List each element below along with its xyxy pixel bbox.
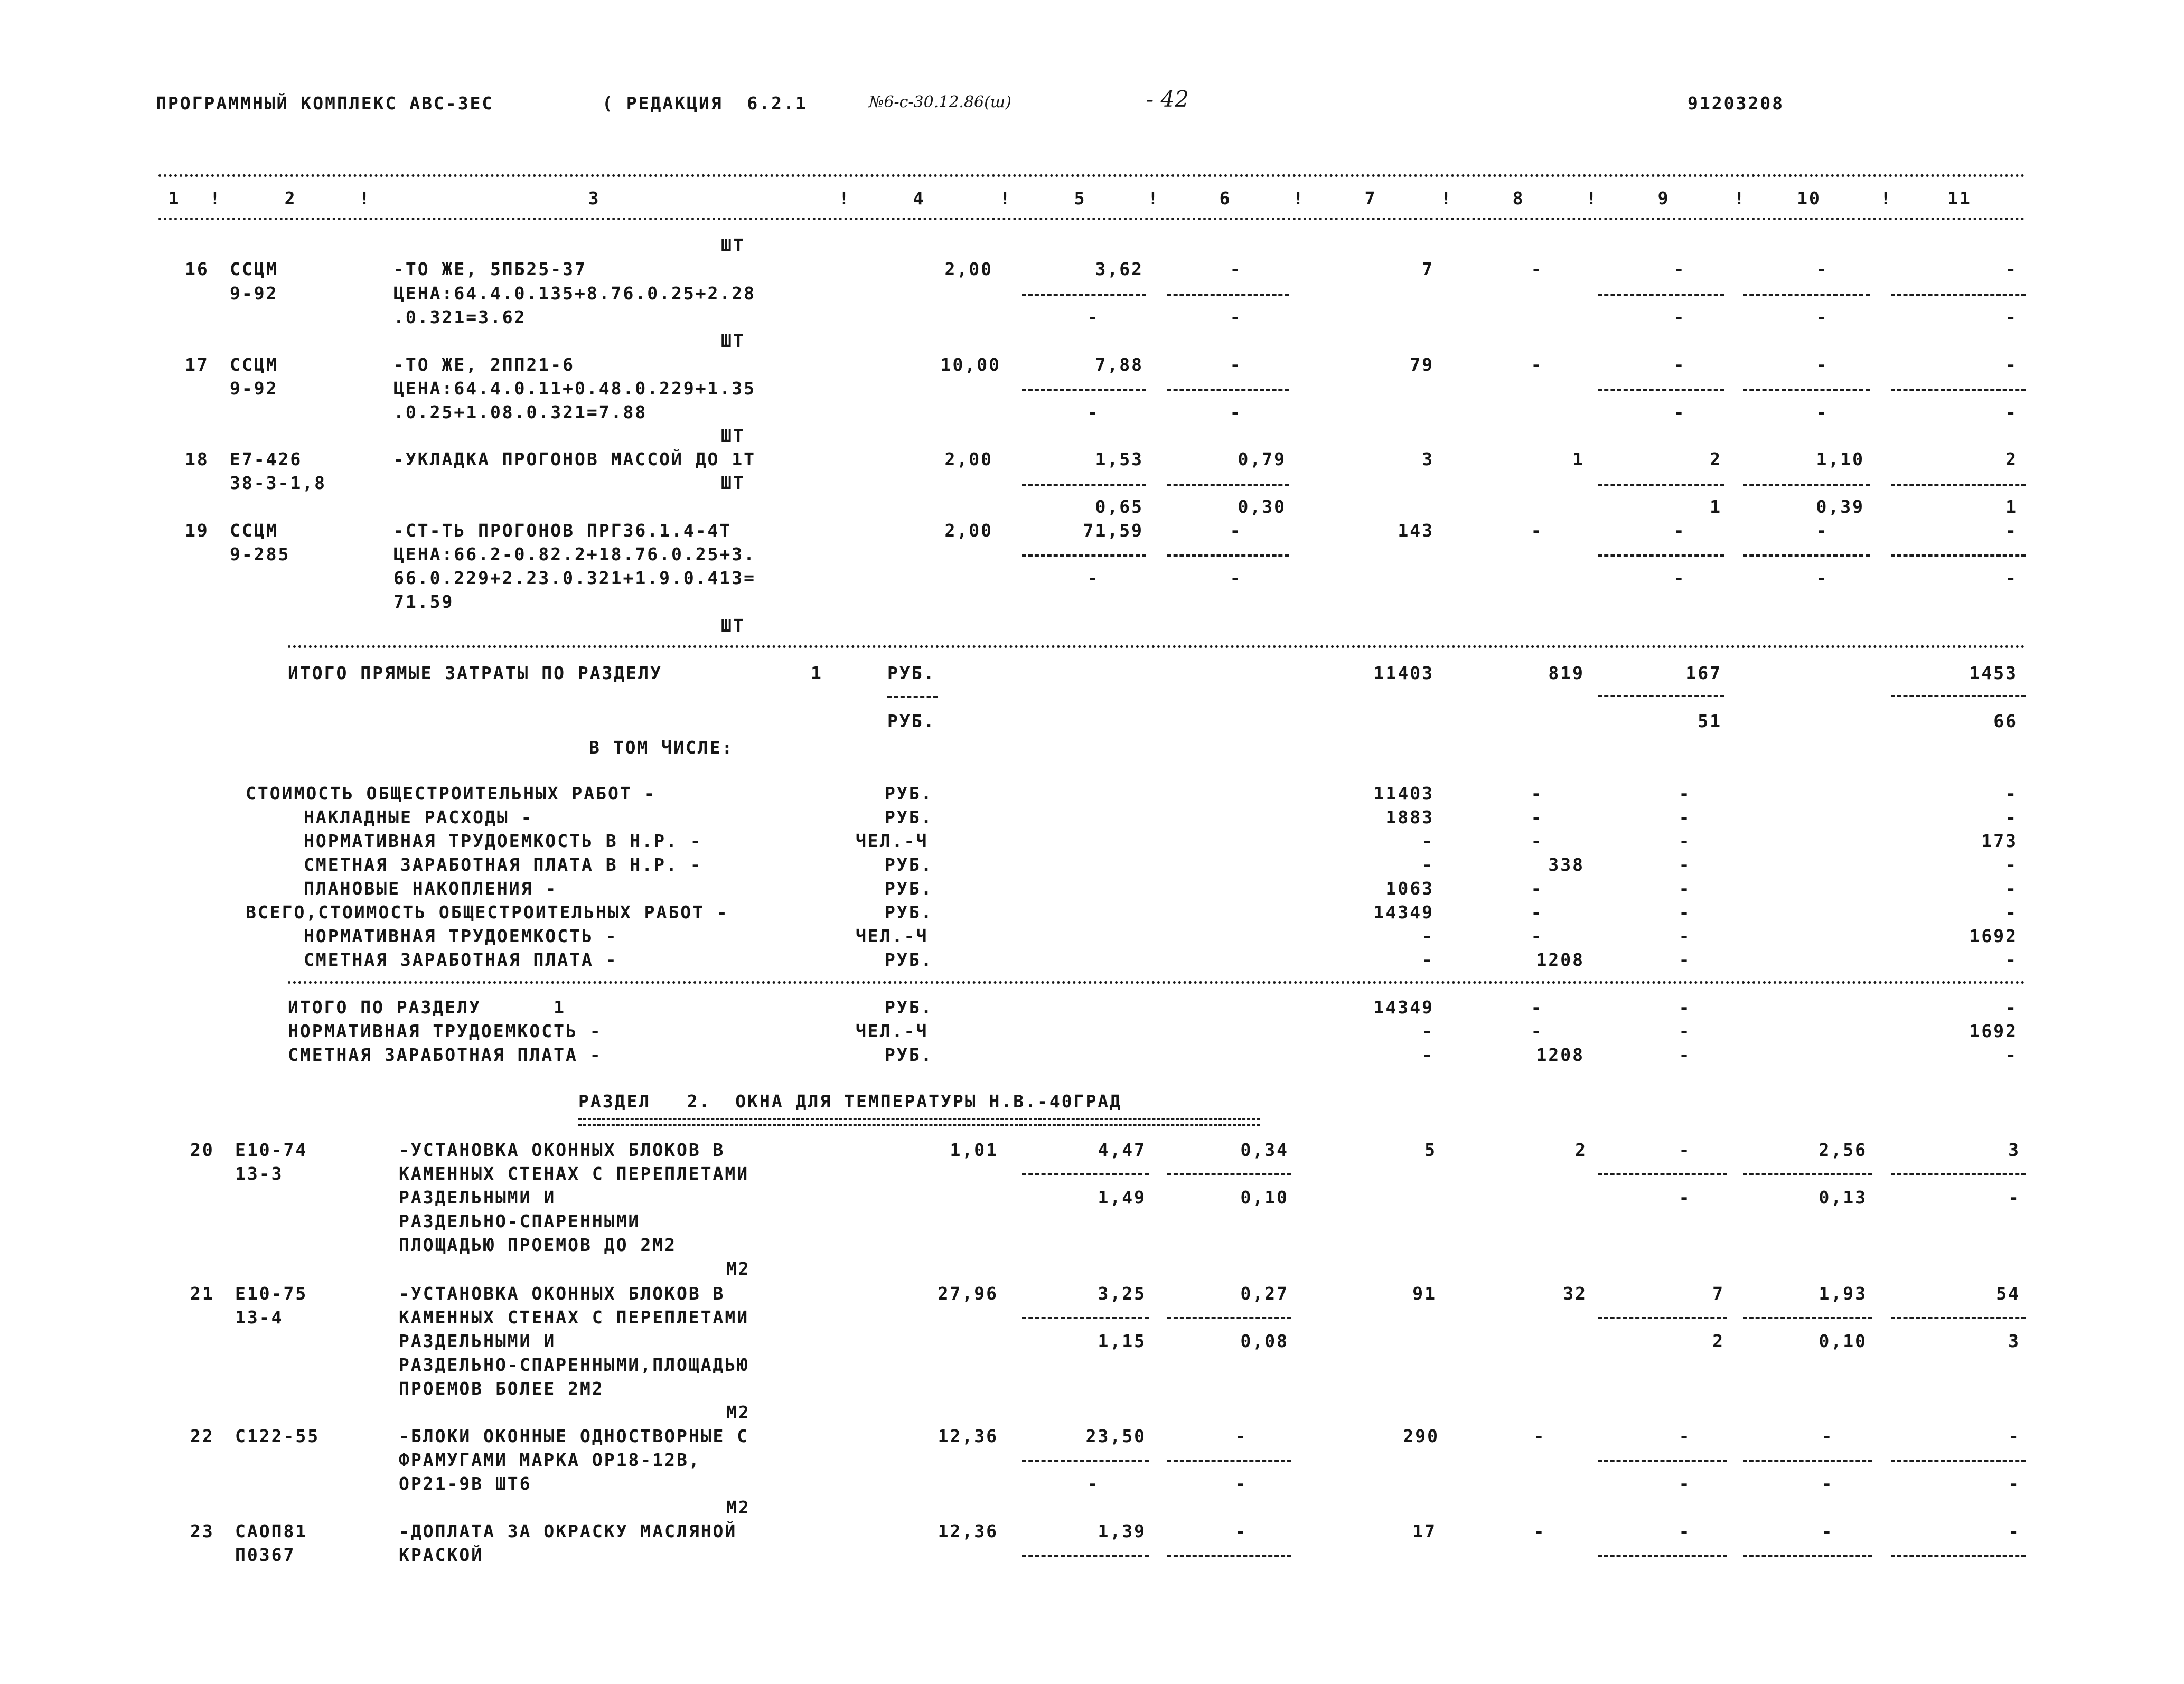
- summary-unit: РУБ.: [885, 902, 933, 923]
- column-header: 5: [1074, 188, 1086, 209]
- cell-col6-b: 0,10: [1240, 1187, 1289, 1208]
- cell-col6-b: -: [1235, 1473, 1248, 1494]
- cell-col7: 79: [1410, 354, 1434, 375]
- row-number: 23: [190, 1521, 214, 1541]
- row-code: ССЦМ: [230, 354, 278, 375]
- cell-col6: -: [1230, 354, 1242, 375]
- section-total-rule: [288, 645, 2026, 648]
- section-total-unit-2: РУБ.: [887, 711, 936, 731]
- cell-col6: 0,34: [1240, 1140, 1289, 1160]
- row-quantity: 1,01: [950, 1140, 998, 1160]
- cell-col11: 3: [2008, 1140, 2020, 1160]
- cell-col5: 3,62: [1095, 259, 1143, 279]
- cell-col6: 0,27: [1240, 1283, 1289, 1304]
- cell-col7: 1063: [1385, 878, 1434, 899]
- row-number: 18: [185, 449, 209, 469]
- cell-col9: -: [1679, 997, 1691, 1018]
- cell-col5: 3,25: [1098, 1283, 1146, 1304]
- row-description: ПЛОЩАДЬЮ ПРОЕМОВ ДО 2М2: [399, 1235, 677, 1255]
- row-description: ОР21-9В ШТ6: [399, 1473, 532, 1494]
- cell-col10-b: 0,39: [1816, 496, 1864, 517]
- cell-col11-b: 66: [1993, 711, 2018, 731]
- cell-col9: 7: [1712, 1283, 1724, 1304]
- row-code: ССЦМ: [230, 259, 278, 279]
- cell-col8: -: [1533, 1521, 1546, 1541]
- cell-col7: 3: [1422, 449, 1434, 469]
- row-code-2: П0367: [235, 1545, 296, 1565]
- cell-col9: -: [1679, 854, 1691, 875]
- cell-col7: 143: [1398, 520, 1434, 541]
- cell-col9: -: [1679, 926, 1691, 946]
- cell-col9: -: [1679, 1521, 1691, 1541]
- cell-col11: 173: [1981, 831, 2018, 851]
- cell-col7: 14349: [1373, 997, 1434, 1018]
- cell-col8: -: [1531, 259, 1543, 279]
- cell-col11: 54: [1996, 1283, 2020, 1304]
- summary-label: СМЕТНАЯ ЗАРАБОТНАЯ ПЛАТА -: [304, 949, 618, 970]
- cell-col9: -: [1679, 831, 1691, 851]
- row-quantity: 12,36: [938, 1426, 998, 1446]
- cell-col8: -: [1531, 783, 1543, 804]
- cell-col10: 1,10: [1816, 449, 1864, 469]
- cell-col11: -: [2005, 520, 2018, 541]
- cell-col5: 1,39: [1098, 1521, 1146, 1541]
- cell-col7: 290: [1403, 1426, 1439, 1446]
- summary-unit: РУБ.: [885, 949, 933, 970]
- row-number: 16: [185, 259, 209, 279]
- cell-col9-b: -: [1679, 1187, 1691, 1208]
- summary-unit: ЧЕЛ.-Ч: [856, 831, 929, 851]
- cell-col8: -: [1531, 831, 1543, 851]
- summary-label: ВСЕГО,СТОИМОСТЬ ОБЩЕСТРОИТЕЛЬНЫХ РАБОТ -: [246, 902, 729, 923]
- header-rule-bottom: [158, 218, 2026, 220]
- summary-label: НОРМАТИВНАЯ ТРУДОЕМКОСТЬ В Н.Р. -: [304, 831, 702, 851]
- cell-col11: 1692: [1969, 926, 2018, 946]
- page-number: - 42: [1146, 86, 1189, 112]
- cell-col8: -: [1531, 926, 1543, 946]
- row-description: .0.25+1.08.0.321=7.88: [393, 402, 648, 422]
- summary-label: НАКЛАДНЫЕ РАСХОДЫ -: [304, 807, 533, 827]
- cell-col8: 32: [1563, 1283, 1587, 1304]
- summary-label: СТОИМОСТЬ ОБЩЕСТРОИТЕЛЬНЫХ РАБОТ -: [246, 783, 657, 804]
- cell-col8: -: [1531, 997, 1543, 1018]
- section-total-label: ИТОГО ПРЯМЫЕ ЗАТРАТЫ ПО РАЗДЕЛУ: [288, 663, 662, 683]
- cell-col6: -: [1235, 1426, 1248, 1446]
- including-label: В ТОМ ЧИСЛЕ:: [589, 737, 734, 758]
- row-description: -УСТАНОВКА ОКОННЫХ БЛОКОВ В: [399, 1283, 725, 1304]
- column-header: 2: [284, 188, 297, 209]
- cell-col5: 23,50: [1085, 1426, 1146, 1446]
- result-label: ИТОГО ПО РАЗДЕЛУ 1: [288, 997, 566, 1018]
- cell-col6-b: -: [1230, 568, 1242, 588]
- program-edition: ( РЕДАКЦИЯ 6.2.1: [602, 93, 808, 114]
- column-header: 8: [1512, 188, 1525, 209]
- cell-col5-b: 1,15: [1098, 1331, 1146, 1351]
- row-description: КАМЕННЫХ СТЕНАХ С ПЕРЕПЛЕТАМИ: [399, 1163, 749, 1184]
- program-name: ПРОГРАММНЫЙ КОМПЛЕКС АВС-3ЕС: [156, 93, 494, 114]
- row-code: САОП81: [235, 1521, 308, 1541]
- cell-col9-b: -: [1673, 568, 1686, 588]
- section-total-unit: РУБ.: [887, 663, 936, 683]
- cell-col7: -: [1422, 949, 1434, 970]
- cell-col9-b: 2: [1712, 1331, 1724, 1351]
- row-description: ЦЕНА:64.4.0.135+8.76.0.25+2.28: [393, 283, 756, 304]
- handwritten-note: №6-с-30.12.86(ш): [869, 93, 1011, 111]
- cell-col7: 17: [1412, 1521, 1437, 1541]
- cell-col9: -: [1679, 807, 1691, 827]
- cell-col7: 91: [1412, 1283, 1437, 1304]
- cell-col6-b: -: [1230, 402, 1242, 422]
- cell-col11: -: [2005, 1045, 2018, 1065]
- row-number: 19: [185, 520, 209, 541]
- row-description: РАЗДЕЛЬНЫМИ И: [399, 1187, 556, 1208]
- cell-col11: 1692: [1969, 1021, 2018, 1041]
- row-description: ЦЕНА:64.4.0.11+0.48.0.229+1.35: [393, 378, 756, 399]
- cell-col9: -: [1673, 354, 1686, 375]
- cell-col7: 11403: [1373, 783, 1434, 804]
- cell-col6: -: [1235, 1521, 1248, 1541]
- cell-col11-b: -: [2005, 568, 2018, 588]
- unit-label: М2: [726, 1497, 751, 1518]
- cell-col8: 338: [1548, 854, 1585, 875]
- row-code-2: 13-4: [235, 1307, 284, 1328]
- row-description: -ТО ЖЕ, 5ПБ25-37: [393, 259, 587, 279]
- cell-col9: -: [1679, 949, 1691, 970]
- cell-col5: 7,88: [1095, 354, 1143, 375]
- result-unit: РУБ.: [885, 997, 933, 1018]
- row-description: -УСТАНОВКА ОКОННЫХ БЛОКОВ В: [399, 1140, 725, 1160]
- row-code: Е7-426: [230, 449, 303, 469]
- summary-unit: РУБ.: [885, 807, 933, 827]
- cell-col10: -: [1816, 354, 1829, 375]
- row-quantity: 12,36: [938, 1521, 998, 1541]
- cell-col7: -: [1422, 831, 1434, 851]
- cell-col8: 1: [1572, 449, 1585, 469]
- cell-col6-b: 0,30: [1238, 496, 1286, 517]
- row-quantity: 2,00: [944, 449, 993, 469]
- cell-col5-b: 0,65: [1095, 496, 1143, 517]
- cell-col9: -: [1679, 1045, 1691, 1065]
- row-code: Е10-75: [235, 1283, 308, 1304]
- cell-col11-b: 1: [2005, 496, 2018, 517]
- result-unit: ЧЕЛ.-Ч: [856, 1021, 929, 1041]
- column-header: 10: [1797, 188, 1821, 209]
- cell-col9: -: [1673, 259, 1686, 279]
- cell-col10-b: -: [1816, 402, 1829, 422]
- unit-label: ШТ: [721, 473, 745, 493]
- result-label: НОРМАТИВНАЯ ТРУДОЕМКОСТЬ -: [288, 1021, 602, 1041]
- column-header: 11: [1947, 188, 1972, 209]
- row-quantity: 10,00: [940, 354, 1001, 375]
- cell-col10-b: 0,13: [1819, 1187, 1867, 1208]
- cell-col11: -: [2008, 1521, 2020, 1541]
- cell-col8: -: [1531, 878, 1543, 899]
- cell-col9: -: [1679, 902, 1691, 923]
- cell-col6: -: [1230, 520, 1242, 541]
- row-code: Е10-74: [235, 1140, 308, 1160]
- cell-col6: -: [1230, 259, 1242, 279]
- cell-col10: 1,93: [1819, 1283, 1867, 1304]
- cell-col8: 819: [1548, 663, 1585, 683]
- section-total-number: 1: [811, 663, 823, 683]
- cell-col11: -: [2005, 902, 2018, 923]
- row-description: -СТ-ТЬ ПРОГОНОВ ПРГ36.1.4-4Т: [393, 520, 732, 541]
- row-quantity: 2,00: [944, 259, 993, 279]
- row-description: -БЛОКИ ОКОННЫЕ ОДНОСТВОРНЫЕ С: [399, 1426, 749, 1446]
- cell-col5-b: -: [1087, 402, 1100, 422]
- cell-col11-b: 3: [2008, 1331, 2020, 1351]
- cell-col8: -: [1533, 1426, 1546, 1446]
- document-code: 91203208: [1688, 93, 1784, 114]
- result-label: СМЕТНАЯ ЗАРАБОТНАЯ ПЛАТА -: [288, 1045, 602, 1065]
- cell-col9-b: -: [1679, 1473, 1691, 1494]
- cell-col7: 7: [1422, 259, 1434, 279]
- cell-col11: -: [2005, 949, 2018, 970]
- column-header: 3: [588, 188, 601, 209]
- unit-label: ШТ: [721, 615, 745, 636]
- row-code-2: 38-3-1,8: [230, 473, 326, 493]
- row-code-2: 9-92: [230, 378, 278, 399]
- cell-col5: 1,53: [1095, 449, 1143, 469]
- summary-label: ПЛАНОВЫЕ НАКОПЛЕНИЯ -: [304, 878, 558, 899]
- row-description: -ДОПЛАТА ЗА ОКРАСКУ МАСЛЯНОЙ: [399, 1521, 737, 1541]
- row-description: КАМЕННЫХ СТЕНАХ С ПЕРЕПЛЕТАМИ: [399, 1307, 749, 1328]
- cell-col8: -: [1531, 902, 1543, 923]
- summary-unit: РУБ.: [885, 878, 933, 899]
- row-code-2: 9-92: [230, 283, 278, 304]
- cell-col8: -: [1531, 354, 1543, 375]
- cell-col9: 167: [1685, 663, 1722, 683]
- row-description: КРАСКОЙ: [399, 1545, 484, 1565]
- cell-col11: -: [2005, 354, 2018, 375]
- row-description: ПРОЕМОВ БОЛЕЕ 2М2: [399, 1378, 604, 1399]
- cell-col11: -: [2005, 878, 2018, 899]
- row-description: ФРАМУГАМИ МАРКА ОР18-12В,: [399, 1450, 701, 1470]
- cell-col7: -: [1422, 1045, 1434, 1065]
- row-description: 71.59: [393, 591, 454, 612]
- unit-label: ШТ: [721, 331, 745, 351]
- cell-col9-b: -: [1673, 402, 1686, 422]
- section-2-title: РАЗДЕЛ 2. ОКНА ДЛЯ ТЕМПЕРАТУРЫ Н.В.-40ГРАД: [578, 1091, 1122, 1112]
- summary-label: СМЕТНАЯ ЗАРАБОТНАЯ ПЛАТА В Н.Р. -: [304, 854, 702, 875]
- cell-col10: -: [1816, 259, 1829, 279]
- cell-col8: -: [1531, 1021, 1543, 1041]
- cell-col7: -: [1422, 926, 1434, 946]
- unit-label: М2: [726, 1402, 751, 1423]
- cell-col10-b: -: [1821, 1473, 1834, 1494]
- cell-col10: -: [1821, 1521, 1834, 1541]
- row-code-2: 9-285: [230, 544, 290, 565]
- unit-label: ШТ: [721, 235, 745, 256]
- cell-col5-b: -: [1087, 307, 1100, 327]
- cell-col7: 11403: [1373, 663, 1434, 683]
- cell-col7: 5: [1424, 1140, 1437, 1160]
- cell-col10-b: -: [1816, 568, 1829, 588]
- cell-col10-b: -: [1816, 307, 1829, 327]
- cell-col11: 1453: [1969, 663, 2018, 683]
- header-rule-top: [158, 174, 2026, 177]
- column-header: 9: [1657, 188, 1670, 209]
- cell-col9: -: [1679, 783, 1691, 804]
- cell-col9: -: [1679, 1021, 1691, 1041]
- cell-col11: -: [2005, 854, 2018, 875]
- cell-col10: -: [1821, 1426, 1834, 1446]
- cell-col7: -: [1422, 1021, 1434, 1041]
- cell-col9-b: 51: [1698, 711, 1722, 731]
- cell-col8: 2: [1575, 1140, 1587, 1160]
- cell-col9: -: [1679, 1140, 1691, 1160]
- row-description: -УКЛАДКА ПРОГОНОВ МАССОЙ ДО 1Т: [393, 449, 756, 469]
- cell-col7: 1883: [1385, 807, 1434, 827]
- cell-col11-b: -: [2008, 1187, 2020, 1208]
- row-number: 21: [190, 1283, 214, 1304]
- cell-col8: 1208: [1536, 949, 1585, 970]
- cell-col8: -: [1531, 520, 1543, 541]
- row-description: РАЗДЕЛЬНО-СПАРЕННЫМИ,ПЛОЩАДЬЮ: [399, 1354, 749, 1375]
- section-2-underline: [578, 1118, 1260, 1126]
- cell-col11: -: [2008, 1426, 2020, 1446]
- summary-unit: ЧЕЛ.-Ч: [856, 926, 929, 946]
- cell-col7: 14349: [1373, 902, 1434, 923]
- cell-col9-b: -: [1673, 307, 1686, 327]
- row-code: ССЦМ: [230, 520, 278, 541]
- document-page: ПРОГРАММНЫЙ КОМПЛЕКС АВС-3ЕС ( РЕДАКЦИЯ 6.2.1 №6-с-30.12.86(ш) - 42 91203208 1 2 3 4 5 6 7 8 9 10 11 ! ! ! ! ! ! ! ! ! ! ШТ 16 ССЦМ 9-92 -ТО ЖЕ, 5ПБ25-37 ЦЕНА:64.4.0.135+8.76.0.25+2.28 .0.321=3.62 2,00 3,62 - - - 7 - - - - - - - ШТ 17 ССЦМ 9-92 -ТО ЖЕ, 2ПП21-6 ЦЕНА:64.4.0.11+0.48.0.229+1.35 .0.25+1.08.0.321=7.88 10,00 7,88 - - - 79 - - - - - - - ШТ 18 Е7-426 38-3-1,8 -УКЛАДКА ПРОГОНОВ МАССОЙ ДО 1Т ШТ 2,00 1,53 0,65 0,79 0,30 3 1 2 1 1,10 0,39 2 1 19 ССЦМ 9-285 -СТ-ТЬ ПРОГОНОВ ПРГ36.1.4-4Т ЦЕНА:66.2-0.82.2+18.76.0.25+3. 66.0.229+2.23.0.321+1.9.0.413= 71.59 ШТ 2,00 71,59 - - - 143 - - - - - - - ИТОГО ПРЯМЫЕ ЗАТРАТЫ ПО РАЗДЕЛУ 1 РУБ. РУБ. 11403 819 167 51 1453 66 В ТОМ ЧИСЛЕ: СТОИМОСТЬ ОБЩЕСТРОИТЕЛЬНЫХ РАБОТ - РУБ. 11403 - - - НАКЛАДНЫЕ РАСХОДЫ - РУБ. 1883 - - - НОРМАТИВНАЯ ТРУДОЕМКОСТЬ В Н.Р. - ЧЕЛ.-Ч - - - 173 СМЕТНАЯ ЗАРАБОТНАЯ ПЛАТА В Н.Р. - РУБ. - 338 - - ПЛАНОВЫЕ НАКОПЛЕНИЯ - РУБ. 1063 - - - ВСЕГО,СТОИМОСТЬ ОБЩЕСТРОИТЕЛЬНЫХ РАБОТ - РУБ. 14349 - - - НОРМАТИВНАЯ ТРУДОЕМКОСТЬ - ЧЕЛ.-Ч - - - 1692 СМЕТНАЯ ЗАРАБОТНАЯ ПЛАТА - РУБ. - 1208 - - ИТОГО ПО РАЗДЕЛУ 1 РУБ. 14349 - - - НОРМАТИВНАЯ ТРУДОЕМКОСТЬ - ЧЕЛ.-Ч - - - 1692 СМЕТНАЯ ЗАРАБОТНАЯ ПЛАТА - РУБ. - 1208 - - РАЗДЕЛ 2. ОКНА ДЛЯ ТЕМПЕРАТУРЫ Н.В.-40ГРАД 20 Е10-74 13-3 -УСТАНОВКА ОКОННЫХ БЛОКОВ В КАМЕННЫХ СТЕНАХ С ПЕРЕПЛЕТАМИ РАЗДЕЛЬНЫМИ И РАЗДЕЛЬНО-СПАРЕННЫМИ ПЛОЩАДЬЮ ПРОЕМОВ ДО 2М2 М2 1,01 4,47 1,49 0,34 0,10 5 2 - - 2,56 0,13 3 - 21 Е10-75 13-4 -УСТАНОВКА ОКОННЫХ БЛОКОВ В КАМЕННЫХ СТЕНАХ С ПЕРЕПЛЕТАМИ РАЗДЕЛЬНЫМИ И РАЗДЕЛЬНО-СПАРЕННЫМИ,ПЛОЩАДЬЮ ПРОЕМОВ БОЛЕЕ 2М2 М2 27,96 3,25 1,15 0,27 0,08 91 32 7 2 1,93 0,10 54 3 22 С122-55 -БЛОКИ ОКОННЫЕ ОДНОСТВОРНЫЕ С ФРАМУГАМИ МАРКА ОР18-12В, ОР21-9В ШТ6 М2 12,36 23,50 - - - 290 - - - - - - - 23 САОП81 П0367 -ДОПЛАТА ЗА ОКРАСКУ МАСЛЯНОЙ КРАСКОЙ 12,36 1,39 - 17 - - - -: [0, 0, 2184, 1684]
- row-number: 20: [190, 1140, 214, 1160]
- row-description: 66.0.229+2.23.0.321+1.9.0.413=: [393, 568, 756, 588]
- cell-col5-b: -: [1087, 1473, 1100, 1494]
- cell-col7: -: [1422, 854, 1434, 875]
- cell-col5-b: -: [1087, 568, 1100, 588]
- cell-col10-b: 0,10: [1819, 1331, 1867, 1351]
- cell-col9: -: [1679, 878, 1691, 899]
- column-header: 7: [1364, 188, 1377, 209]
- row-number: 17: [185, 354, 209, 375]
- summary-unit: РУБ.: [885, 783, 933, 804]
- cell-col11-b: -: [2008, 1473, 2020, 1494]
- cell-col11: -: [2005, 259, 2018, 279]
- unit-label: М2: [726, 1258, 751, 1279]
- cell-col6: 0,79: [1238, 449, 1286, 469]
- row-code: С122-55: [235, 1426, 320, 1446]
- cell-col11-b: -: [2005, 307, 2018, 327]
- summary-rule: [288, 981, 2026, 984]
- column-header: 4: [913, 188, 925, 209]
- row-description: РАЗДЕЛЬНЫМИ И: [399, 1331, 556, 1351]
- result-unit: РУБ.: [885, 1045, 933, 1065]
- cell-col8: -: [1531, 807, 1543, 827]
- cell-col5: 71,59: [1083, 520, 1143, 541]
- cell-col11: 2: [2005, 449, 2018, 469]
- row-code-2: 13-3: [235, 1163, 284, 1184]
- cell-col9: -: [1679, 1426, 1691, 1446]
- row-description: РАЗДЕЛЬНО-СПАРЕННЫМИ: [399, 1211, 641, 1231]
- cell-col6-b: 0,08: [1240, 1331, 1289, 1351]
- cell-col11: -: [2005, 997, 2018, 1018]
- cell-col8: 1208: [1536, 1045, 1585, 1065]
- row-description: ЦЕНА:66.2-0.82.2+18.76.0.25+3.: [393, 544, 756, 565]
- cell-col11: -: [2005, 807, 2018, 827]
- cell-col11: -: [2005, 783, 2018, 804]
- cell-col6-b: -: [1230, 307, 1242, 327]
- summary-label: НОРМАТИВНАЯ ТРУДОЕМКОСТЬ -: [304, 926, 618, 946]
- column-header: 6: [1219, 188, 1232, 209]
- row-quantity: 2,00: [944, 520, 993, 541]
- row-quantity: 27,96: [938, 1283, 998, 1304]
- row-description: -ТО ЖЕ, 2ПП21-6: [393, 354, 575, 375]
- cell-col10: -: [1816, 520, 1829, 541]
- cell-col11-b: -: [2005, 402, 2018, 422]
- cell-col10: 2,56: [1819, 1140, 1867, 1160]
- cell-col9: -: [1673, 520, 1686, 541]
- cell-col9: 2: [1710, 449, 1722, 469]
- cell-col9-b: 1: [1710, 496, 1722, 517]
- row-number: 22: [190, 1426, 214, 1446]
- row-description: .0.321=3.62: [393, 307, 527, 327]
- unit-label: ШТ: [721, 426, 745, 446]
- summary-unit: РУБ.: [885, 854, 933, 875]
- cell-col5: 4,47: [1098, 1140, 1146, 1160]
- column-header: 1: [168, 188, 181, 209]
- cell-col5-b: 1,49: [1098, 1187, 1146, 1208]
